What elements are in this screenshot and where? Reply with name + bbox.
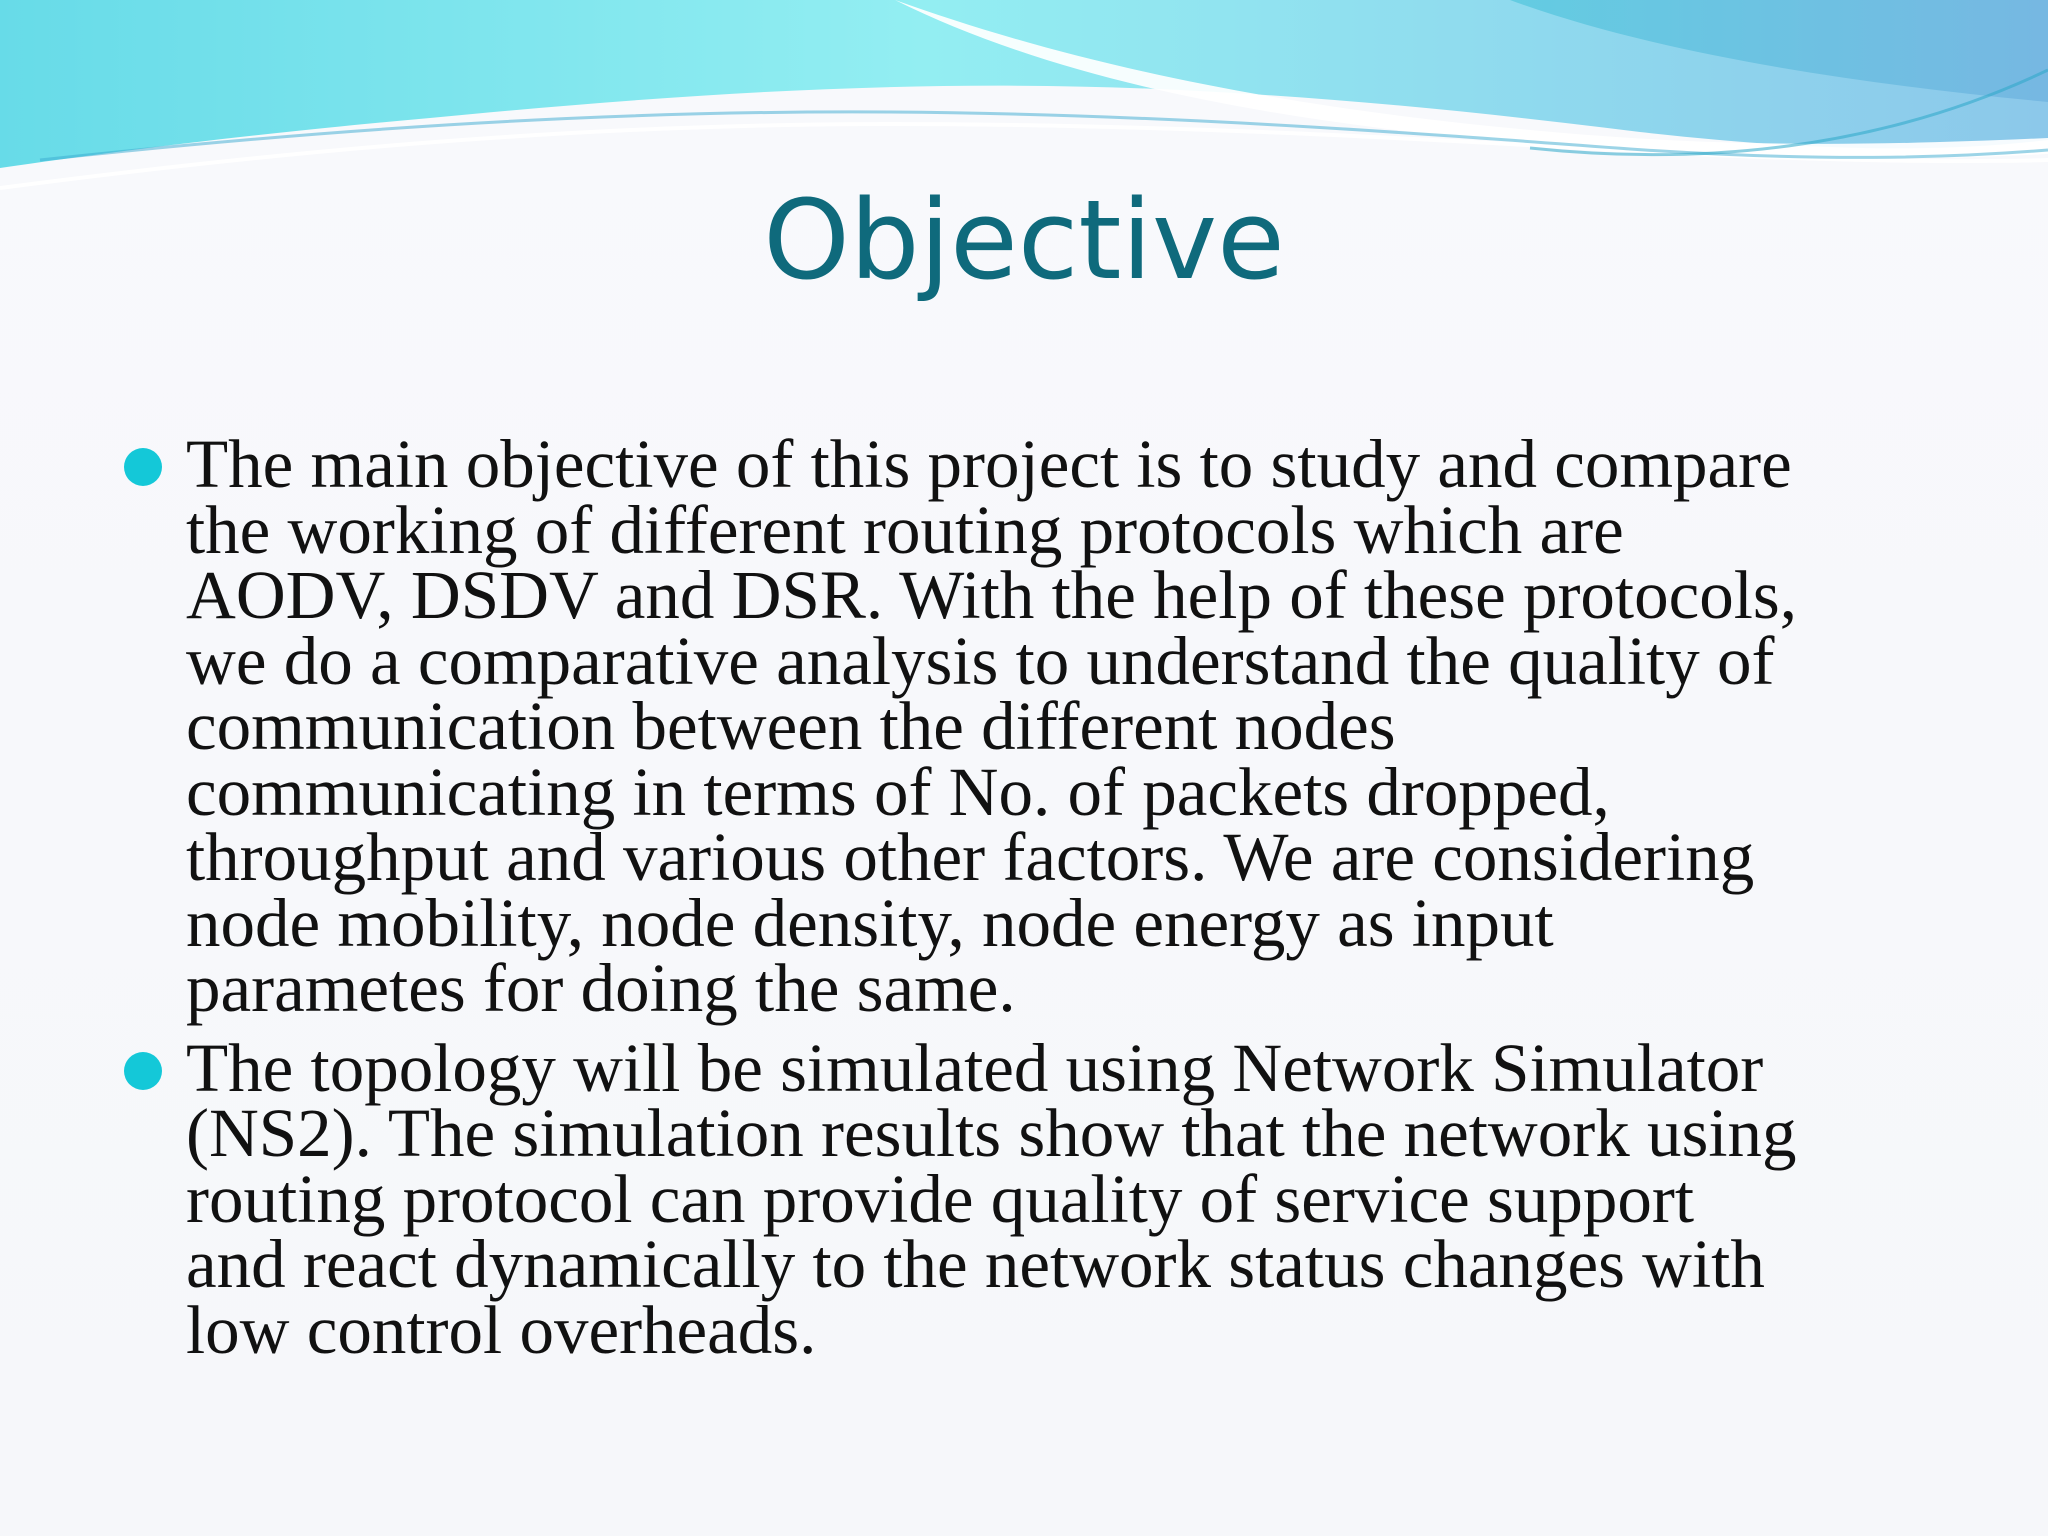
bullet-line: node mobility, node density, node energy as input bbox=[186, 884, 1554, 961]
bullet-item-topology bbox=[124, 1029, 2036, 1368]
bullet-line: communicating in terms of No. of packets dropped, bbox=[186, 753, 1610, 830]
bullet-line: throughput and various other factors. We are considering bbox=[186, 819, 1755, 895]
bullet-list bbox=[124, 426, 1924, 1377]
bullet-line: AODV, DSDV and DSR. With the help of these protocols, bbox=[186, 557, 1797, 633]
bullet-dot-icon bbox=[124, 448, 162, 486]
bullet-line: The topology will be simulated using Network Simulator bbox=[186, 1029, 1764, 1106]
bullet-line: low control overheads. bbox=[186, 1291, 817, 1368]
bullet-line: we do a comparative analysis to understand the quality of bbox=[186, 622, 1775, 699]
bullet-line: The main objective of this project is to study and compare bbox=[186, 426, 1792, 502]
bullet-text bbox=[186, 426, 2036, 1026]
bullet-text bbox=[186, 1029, 2036, 1368]
slide-title: Objective bbox=[763, 176, 1285, 304]
bullet-line: routing protocol can provide quality of service support bbox=[186, 1160, 1695, 1237]
bullet-line: (NS2). The simulation results show that the network using bbox=[186, 1095, 1797, 1171]
bullet-line: parametes for doing the same. bbox=[186, 950, 1016, 1026]
bullet-line: the working of different routing protocols which are bbox=[186, 491, 1624, 568]
bullet-line: and react dynamically to the network status changes with bbox=[186, 1226, 1765, 1302]
bullet-dot-icon bbox=[124, 1052, 162, 1090]
bullet-line: communication between the different nodes bbox=[186, 688, 1396, 764]
bullet-item-objective bbox=[124, 426, 2036, 1026]
